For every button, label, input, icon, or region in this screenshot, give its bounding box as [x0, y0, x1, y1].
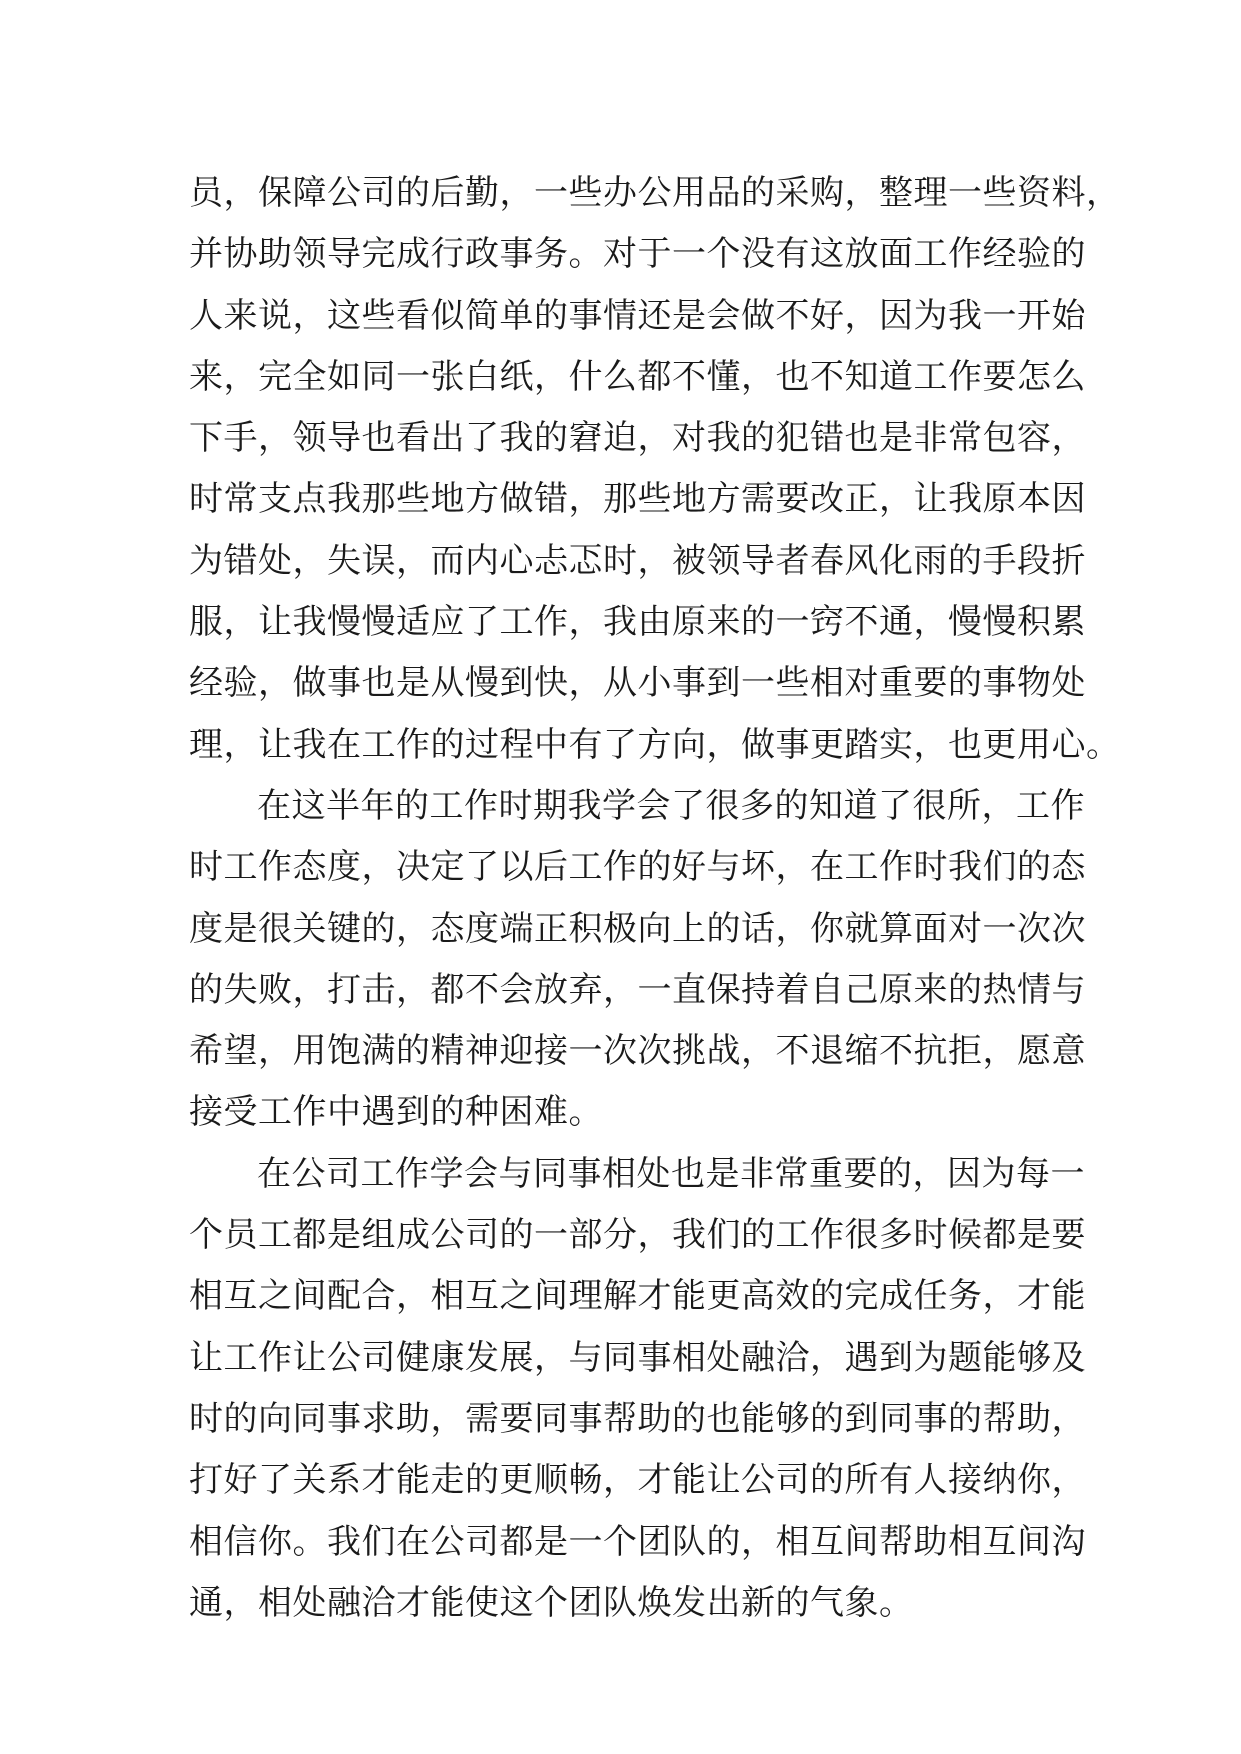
text-line: 员，保障公司的后勤，一些办公用品的采购，整理一些资料，	[189, 173, 1121, 213]
text-line: 服，让我慢慢适应了工作，我由原来的一窍不通，慢慢积累	[189, 602, 1086, 643]
text-line: 相信你。我们在公司都是一个团队的，相互间帮助相互间沟	[189, 1521, 1086, 1562]
text-line: 的失败，打击，都不会放弃，一直保持着自己原来的热情与	[189, 969, 1086, 1010]
text-line: 并协助领导完成行政事务。对于一个没有这放面工作经验的	[189, 234, 1086, 275]
text-line: 在公司工作学会与同事相处也是非常重要的，因为每一	[257, 1153, 1085, 1194]
text-line: 通，相处融洽才能使这个团队焕发出新的气象。	[189, 1582, 914, 1623]
text-line: 让工作让公司健康发展，与同事相处融洽，遇到为题能够及	[189, 1337, 1086, 1378]
text-line: 来，完全如同一张白纸，什么都不懂，也不知道工作要怎么	[189, 356, 1086, 397]
text-line: 相互之间配合，相互之间理解才能更高效的完成任务，才能	[189, 1276, 1086, 1317]
text-line: 希望，用饱满的精神迎接一次次挑战，不退缩不抗拒，愿意	[189, 1031, 1086, 1072]
text-line: 为错处，失误，而内心忐忑时，被领导者春风化雨的手段折	[189, 540, 1086, 581]
text-line: 下手，领导也看出了我的窘迫，对我的犯错也是非常包容，	[189, 418, 1086, 459]
text-line: 接受工作中遇到的种困难。	[189, 1092, 603, 1133]
text-line: 在这半年的工作时期我学会了很多的知道了很所，工作	[257, 785, 1085, 826]
text-line: 时工作态度，决定了以后工作的好与坏，在工作时我们的态	[189, 847, 1086, 888]
text-line: 个员工都是组成公司的一部分，我们的工作很多时候都是要	[189, 1215, 1086, 1256]
text-line: 人来说，这些看似简单的事情还是会做不好，因为我一开始	[189, 295, 1086, 336]
text-line: 时常支点我那些地方做错，那些地方需要改正，让我原本因	[189, 479, 1086, 520]
text-line: 经验，做事也是从慢到快，从小事到一些相对重要的事物处	[189, 663, 1086, 704]
body-text	[189, 163, 1121, 1634]
text-line: 理，让我在工作的过程中有了方向，做事更踏实，也更用心。	[189, 724, 1121, 765]
text-line: 度是很关键的，态度端正积极向上的话，你就算面对一次次	[189, 908, 1086, 949]
text-line: 时的向同事求助，需要同事帮助的也能够的到同事的帮助，	[189, 1398, 1086, 1439]
text-line: 打好了关系才能走的更顺畅，才能让公司的所有人接纳你，	[189, 1460, 1086, 1501]
